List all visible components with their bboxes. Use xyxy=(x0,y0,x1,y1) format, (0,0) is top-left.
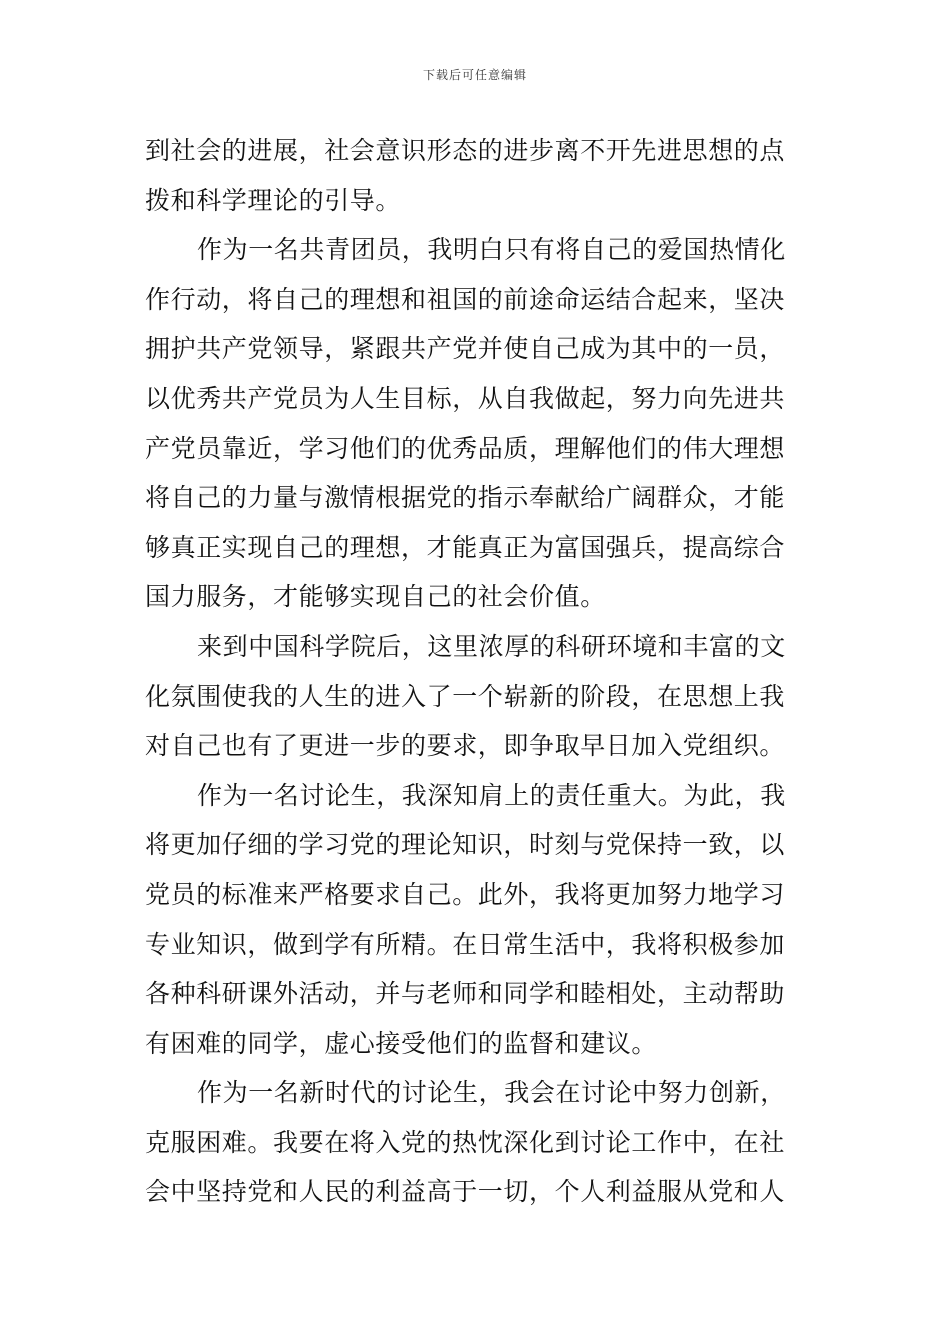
header-note: 下载后可任意编辑 xyxy=(422,68,527,82)
text-line: 有困难的同学，虚心接受他们的监督和建议。 xyxy=(145,1028,658,1058)
text-line: 各种科研课外活动，并与老师和同学和睦相处，主动帮助 xyxy=(145,979,786,1009)
text-line: 拥护共产党领导，紧跟共产党并使自己成为其中的一员， xyxy=(145,334,786,364)
text-line: 作为一名新时代的讨论生，我会在讨论中努力创新， xyxy=(197,1078,786,1108)
text-line: 将更加仔细的学习党的理论知识，时刻与党保持一致，以 xyxy=(145,830,786,860)
text-line: 化氛围使我的人生的进入了一个崭新的阶段，在思想上我 xyxy=(145,681,786,711)
text-line: 作为一名共青团员，我明白只有将自己的爱国热情化 xyxy=(197,235,786,265)
text-line: 到社会的进展，社会意识形态的进步离不开先进思想的点 xyxy=(145,136,786,165)
text-line: 作行动，将自己的理想和祖国的前途命运结合起来，坚决 xyxy=(145,284,786,314)
text-line: 专业知识，做到学有所精。在日常生活中，我将积极参加 xyxy=(145,929,786,959)
text-line: 产党员靠近，学习他们的优秀品质，理解他们的伟大理想 xyxy=(145,433,786,463)
text-line: 拨和科学理论的引导。 xyxy=(145,185,402,215)
text-line: 对自己也有了更进一步的要求，即争取早日加入党组织。 xyxy=(145,731,786,761)
text-line: 来到中国科学院后，这里浓厚的科研环境和丰富的文 xyxy=(197,631,786,661)
body-text xyxy=(145,126,805,1217)
text-line: 够真正实现自己的理想，才能真正为富国强兵，提高综合 xyxy=(145,532,786,562)
text-line: 将自己的力量与激情根据党的指示奉献给广阔群众，才能 xyxy=(145,483,786,513)
text-line: 克服困难。我要在将入党的热忱深化到讨论工作中，在社 xyxy=(145,1127,786,1157)
text-line: 国力服务，才能够实现自己的社会价值。 xyxy=(145,582,606,612)
text-line: 党员的标准来严格要求自己。此外，我将更加努力地学习 xyxy=(145,879,786,909)
text-line: 作为一名讨论生，我深知肩上的责任重大。为此，我 xyxy=(197,780,786,810)
text-line: 以优秀共产党员为人生目标，从自我做起，努力向先进共 xyxy=(145,383,786,413)
text-line: 会中坚持党和人民的利益高于一切，个人利益服从党和人 xyxy=(145,1177,786,1207)
